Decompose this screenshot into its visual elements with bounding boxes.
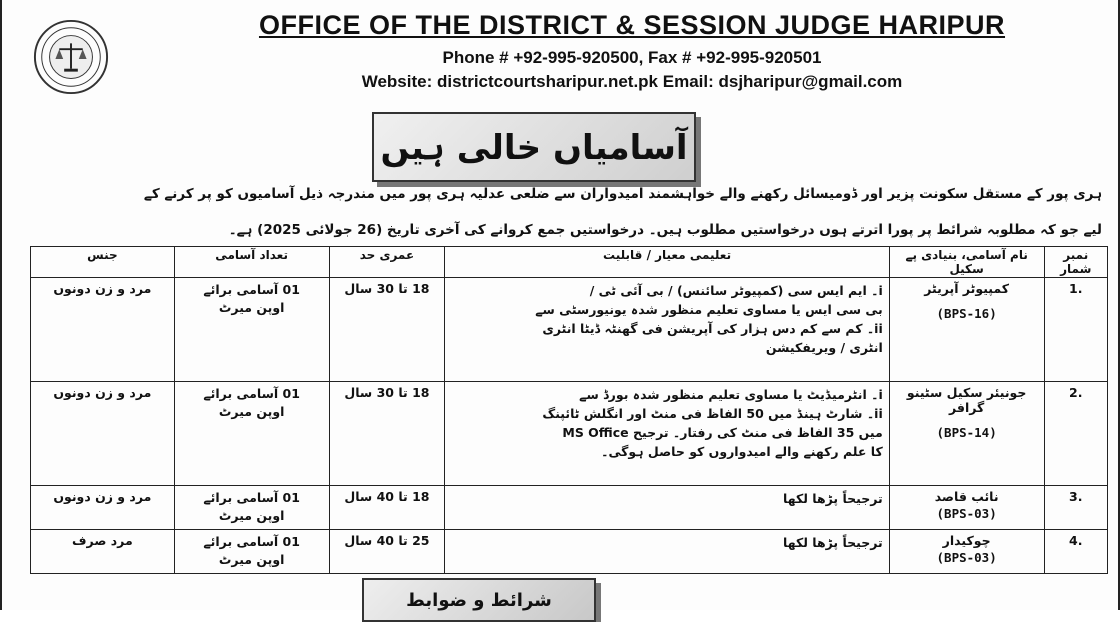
qualification-line: ترجیحاً پڑھا لکھا (783, 535, 883, 550)
header-qualification: تعلیمی معیار / قابلیت (445, 247, 889, 278)
row-seats (174, 278, 329, 382)
row-qualification (445, 278, 889, 382)
row-gender: مرد و زن دونوں (31, 382, 175, 486)
seats-merit: اوپن میرٹ (218, 300, 285, 315)
row-gender: مرد و زن دونوں (31, 278, 175, 382)
row-serial: .1 (1044, 278, 1107, 382)
row-post (889, 382, 1044, 486)
vacancies-banner: آسامیاں خالی ہیں (372, 112, 696, 182)
post-bps: (BPS-03) (936, 506, 997, 521)
qualification-line: ii۔ کم سے کم دس ہزار کی آپریشن فی گھنٹہ ڈیٹا انٹری (542, 321, 883, 336)
post-bps: (BPS-16) (936, 306, 997, 321)
row-seats (174, 486, 329, 530)
row-serial: .4 (1044, 530, 1107, 574)
seats-merit: اوپن میرٹ (218, 404, 285, 419)
row-gender: مرد و زن دونوں (31, 486, 175, 530)
row-seats (174, 382, 329, 486)
seats-count: 01 آسامی برائے (203, 386, 300, 401)
seats-count: 01 آسامی برائے (203, 534, 300, 549)
intro-line-1: ہری پور کے مستقل سکونت پزیر اور ڈومیسائل رکھنے والے خواہشمند امیدواران سے ضلعی عدلیہ ہری پور میں مندرجہ ذیل آسامیوں کو پر کرنے کے (143, 186, 1102, 202)
header-post: نام آسامی، بنیادی پے سکیل (889, 247, 1044, 278)
row-qualification (445, 530, 889, 574)
row-age: 18 تا 30 سال (329, 382, 445, 486)
post-bps: (BPS-03) (936, 550, 997, 565)
row-qualification (445, 382, 889, 486)
post-name: کمپیوٹر آپریٹر (924, 281, 1010, 296)
post-name: جونیئر سکیل سٹینو گرافر (906, 385, 1027, 415)
seats-count: 01 آسامی برائے (203, 282, 300, 297)
post-name: چوکیدار (942, 533, 991, 548)
header-seats: تعداد آسامی (174, 247, 329, 278)
table-row (31, 382, 1108, 486)
qualification-line: انٹری / ویریفکیشن (765, 340, 883, 355)
seats-count: 01 آسامی برائے (203, 490, 300, 505)
row-post (889, 530, 1044, 574)
qualification-line: میں 35 الفاظ فی منٹ کی رفتار۔ ترجیح MS Office (562, 425, 883, 440)
contact-website: Website: districtcourtsharipur.net.pk Email: dsjharipur@gmail.com (361, 72, 903, 91)
table-row (31, 486, 1108, 530)
row-serial: .3 (1044, 486, 1107, 530)
header-serial: نمبر شمار (1044, 247, 1107, 278)
qualification-line: بی سی ایس یا مساوی تعلیم منظور شدہ یونیورسٹی سے (535, 302, 883, 317)
row-age: 18 تا 30 سال (329, 278, 445, 382)
row-post (889, 278, 1044, 382)
post-name: نائب قاصد (934, 489, 999, 504)
header-gender: جنس (31, 247, 175, 278)
vacancies-table (30, 246, 1108, 574)
seats-merit: اوپن میرٹ (218, 552, 285, 567)
table-row (31, 530, 1108, 574)
table-header-row (31, 247, 1108, 278)
qualification-line: i۔ انٹرمیڈیٹ یا مساوی تعلیم منظور شدہ بورڈ سے (579, 387, 883, 402)
row-seats (174, 530, 329, 574)
intro-line-2: لیے جو کہ مطلوبہ شرائط پر پورا اترتے ہوں درخواستیں مطلوب ہیں۔ درخواستیں جمع کروانے کی آخری تاریخ (26 جولائی 2025) ہے۔ (228, 222, 1102, 238)
row-age: 25 تا 40 سال (329, 530, 445, 574)
row-post (889, 486, 1044, 530)
contact-phone: Phone # +92-995-920500, Fax # +92-995-920501 (442, 48, 822, 67)
row-qualification (445, 486, 889, 530)
post-bps: (BPS-14) (936, 425, 997, 440)
row-gender: مرد صرف (31, 530, 175, 574)
qualification-line: کا علم رکھنے والے امیدواروں کو حاصل ہوگی۔ (601, 444, 883, 459)
qualification-line: i۔ ایم ایس سی (کمپیوٹر سائنس) / بی آئی ٹی / (589, 283, 883, 298)
qualification-line: ii۔ شارٹ ہینڈ میں 50 الفاظ فی منٹ اور انگلش ٹائپنگ (542, 406, 883, 421)
qualification-line: ترجیحاً پڑھا لکھا (783, 491, 883, 506)
seats-merit: اوپن میرٹ (218, 508, 285, 523)
header-age: عمری حد (329, 247, 445, 278)
row-serial: .2 (1044, 382, 1107, 486)
office-title: OFFICE OF THE DISTRICT & SESSION JUDGE HARIPUR (258, 10, 1006, 40)
row-age: 18 تا 40 سال (329, 486, 445, 530)
table-row (31, 278, 1108, 382)
terms-banner: شرائط و ضوابط (362, 578, 596, 622)
court-emblem-icon (32, 18, 110, 96)
